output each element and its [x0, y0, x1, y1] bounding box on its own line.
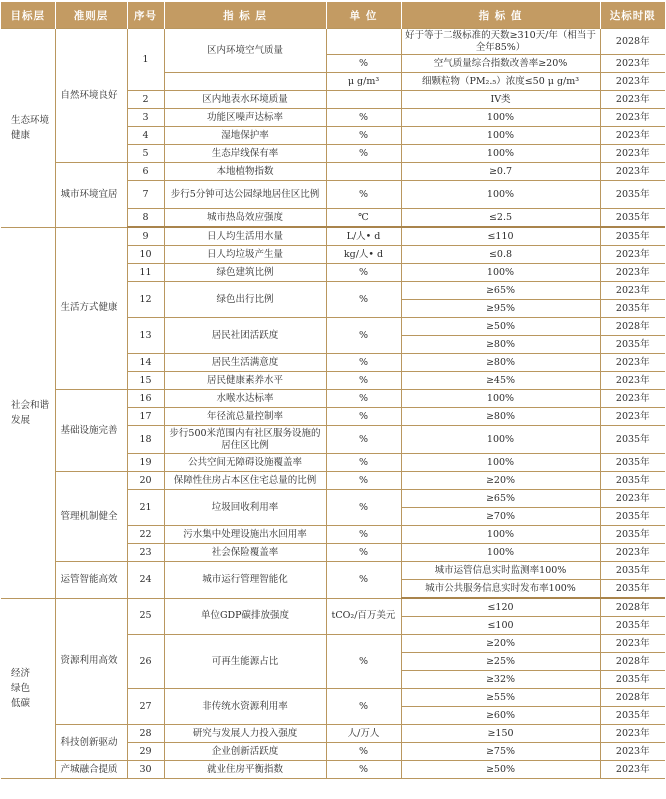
deadline-cell: 2035年: [600, 227, 665, 246]
number-cell: 22: [127, 526, 164, 544]
goal-cell: 生态环境 健康: [1, 29, 55, 228]
deadline-cell: 2028年: [600, 598, 665, 617]
header-deadline: 达标时限: [600, 2, 665, 29]
indicator-name-cell: 企业创新活跃度: [164, 743, 326, 761]
unit-cell: %: [326, 127, 401, 145]
value-cell: 100%: [401, 127, 600, 145]
indicator-name-cell: [164, 73, 326, 91]
indicator-name-cell: 垃圾回收利用率: [164, 490, 326, 526]
number-cell: 27: [127, 689, 164, 725]
value-cell: ≥25%: [401, 653, 600, 671]
value-cell: ≥50%: [401, 318, 600, 336]
indicator-name-cell: 日人均垃圾产生量: [164, 246, 326, 264]
value-cell: 100%: [401, 426, 600, 454]
value-cell: ≥80%: [401, 408, 600, 426]
unit-cell: %: [326, 390, 401, 408]
criterion-cell: 管理机制健全: [55, 472, 127, 562]
indicator-name-cell: 城市运行管理智能化: [164, 562, 326, 599]
number-cell: 5: [127, 145, 164, 163]
indicator-table: [1, 2, 665, 779]
number-cell: 3: [127, 109, 164, 127]
unit-cell: kg/人• d: [326, 246, 401, 264]
table-row: [1, 163, 665, 181]
deadline-cell: 2023年: [600, 73, 665, 91]
value-cell: ≥45%: [401, 372, 600, 390]
unit-cell: %: [326, 426, 401, 454]
indicator-name-cell: 生态岸线保有率: [164, 145, 326, 163]
criterion-cell: 基础设施完善: [55, 390, 127, 472]
unit-cell: [326, 91, 401, 109]
deadline-cell: 2023年: [600, 725, 665, 743]
deadline-cell: 2023年: [600, 635, 665, 653]
value-cell: ≥80%: [401, 354, 600, 372]
number-cell: 16: [127, 390, 164, 408]
header-criterion: 准则层: [55, 2, 127, 29]
header-row: [1, 2, 665, 29]
value-cell: 好于等于二级标准的天数≥310天/年（相当于全年85%）: [401, 29, 600, 55]
indicator-name-cell: 日人均生活用水量: [164, 227, 326, 246]
indicator-name-cell: 单位GDP碳排放强度: [164, 598, 326, 635]
criterion-cell: 自然环境良好: [55, 29, 127, 163]
number-cell: 8: [127, 209, 164, 228]
number-cell: 11: [127, 264, 164, 282]
value-cell: ≤120: [401, 598, 600, 617]
unit-cell: %: [326, 526, 401, 544]
criterion-cell: 科技创新驱动: [55, 725, 127, 761]
unit-cell: μ g/m³: [326, 73, 401, 91]
deadline-cell: 2023年: [600, 145, 665, 163]
indicator-name-cell: 步行5分钟可达公园绿地居住区比例: [164, 181, 326, 209]
value-cell: ≥0.7: [401, 163, 600, 181]
value-cell: ≥150: [401, 725, 600, 743]
number-cell: 12: [127, 282, 164, 318]
unit-cell: %: [326, 743, 401, 761]
unit-cell: %: [326, 761, 401, 779]
deadline-cell: 2035年: [600, 707, 665, 725]
unit-cell: %: [326, 354, 401, 372]
number-cell: 4: [127, 127, 164, 145]
deadline-cell: 2028年: [600, 29, 665, 55]
value-cell: 100%: [401, 526, 600, 544]
deadline-cell: 2023年: [600, 544, 665, 562]
number-cell: 6: [127, 163, 164, 181]
value-cell: ≥20%: [401, 635, 600, 653]
indicator-name-cell: 污水集中处理设施出水回用率: [164, 526, 326, 544]
unit-cell: ℃: [326, 209, 401, 228]
deadline-cell: 2035年: [600, 426, 665, 454]
value-cell: ≥32%: [401, 671, 600, 689]
goal-cell: 经济 绿色 低碳: [1, 598, 55, 779]
indicator-name-cell: 水喉水达标率: [164, 390, 326, 408]
value-cell: 细颗粒物（PM₂.₅）浓度≤50 μ g/m³: [401, 73, 600, 91]
deadline-cell: 2035年: [600, 209, 665, 228]
unit-cell: %: [326, 55, 401, 73]
deadline-cell: 2035年: [600, 454, 665, 472]
table-row: [1, 472, 665, 490]
indicator-name-cell: 绿色建筑比例: [164, 264, 326, 282]
value-cell: 100%: [401, 109, 600, 127]
header-value: 指 标 值: [401, 2, 600, 29]
unit-cell: %: [326, 490, 401, 526]
unit-cell: [326, 163, 401, 181]
deadline-cell: 2035年: [600, 671, 665, 689]
deadline-cell: 2023年: [600, 390, 665, 408]
value-cell: 城市公共服务信息实时发布率100%: [401, 580, 600, 599]
number-cell: 10: [127, 246, 164, 264]
indicator-name-cell: 区内地表水环境质量: [164, 91, 326, 109]
value-cell: ≤2.5: [401, 209, 600, 228]
deadline-cell: 2023年: [600, 163, 665, 181]
value-cell: ≥55%: [401, 689, 600, 707]
unit-cell: %: [326, 145, 401, 163]
deadline-cell: 2035年: [600, 300, 665, 318]
number-cell: 26: [127, 635, 164, 689]
number-cell: 1: [127, 29, 164, 91]
indicator-name-cell: 居民健康素养水平: [164, 372, 326, 390]
value-cell: 100%: [401, 264, 600, 282]
number-cell: 20: [127, 472, 164, 490]
deadline-cell: 2023年: [600, 282, 665, 300]
number-cell: 30: [127, 761, 164, 779]
deadline-cell: 2028年: [600, 318, 665, 336]
table-row: [1, 598, 665, 617]
indicator-name-cell: 居民社团活跃度: [164, 318, 326, 354]
deadline-cell: 2023年: [600, 91, 665, 109]
indicator-name-cell: 城市热岛效应强度: [164, 209, 326, 228]
deadline-cell: 2028年: [600, 653, 665, 671]
table-row: [1, 29, 665, 55]
deadline-cell: 2035年: [600, 181, 665, 209]
deadline-cell: 2023年: [600, 743, 665, 761]
unit-cell: %: [326, 472, 401, 490]
deadline-cell: 2023年: [600, 372, 665, 390]
value-cell: ≤0.8: [401, 246, 600, 264]
indicator-name-cell: 区内环境空气质量: [164, 29, 326, 73]
value-cell: ≥80%: [401, 336, 600, 354]
header-indicator: 指 标 层: [164, 2, 326, 29]
value-cell: ≥50%: [401, 761, 600, 779]
value-cell: ≥75%: [401, 743, 600, 761]
number-cell: 19: [127, 454, 164, 472]
unit-cell: %: [326, 282, 401, 318]
criterion-cell: 生活方式健康: [55, 227, 127, 390]
number-cell: 7: [127, 181, 164, 209]
value-cell: ≥65%: [401, 490, 600, 508]
table-row: [1, 761, 665, 779]
number-cell: 18: [127, 426, 164, 454]
value-cell: 100%: [401, 145, 600, 163]
header-unit: 单 位: [326, 2, 401, 29]
unit-cell: %: [326, 181, 401, 209]
number-cell: 2: [127, 91, 164, 109]
number-cell: 9: [127, 227, 164, 246]
number-cell: 29: [127, 743, 164, 761]
unit-cell: 人/万人: [326, 725, 401, 743]
value-cell: 100%: [401, 181, 600, 209]
deadline-cell: 2023年: [600, 354, 665, 372]
deadline-cell: 2035年: [600, 472, 665, 490]
number-cell: 13: [127, 318, 164, 354]
deadline-cell: 2035年: [600, 617, 665, 635]
deadline-cell: 2035年: [600, 562, 665, 580]
deadline-cell: 2028年: [600, 689, 665, 707]
indicator-name-cell: 保障性住房占本区住宅总量的比例: [164, 472, 326, 490]
unit-cell: %: [326, 562, 401, 599]
table-row: [1, 390, 665, 408]
value-cell: 城市运管信息实时监测率100%: [401, 562, 600, 580]
criterion-cell: 城市环境宜居: [55, 163, 127, 228]
number-cell: 25: [127, 598, 164, 635]
unit-cell: L/人• d: [326, 227, 401, 246]
unit-cell: %: [326, 544, 401, 562]
table-row: [1, 562, 665, 580]
page: [0, 2, 666, 799]
number-cell: 23: [127, 544, 164, 562]
unit-cell: %: [326, 264, 401, 282]
number-cell: 21: [127, 490, 164, 526]
value-cell: ≥60%: [401, 707, 600, 725]
deadline-cell: 2023年: [600, 246, 665, 264]
value-cell: 空气质量综合指数改善率≥20%: [401, 55, 600, 73]
unit-cell: %: [326, 318, 401, 354]
value-cell: 100%: [401, 390, 600, 408]
unit-cell: [326, 29, 401, 55]
indicator-name-cell: 社会保险覆盖率: [164, 544, 326, 562]
deadline-cell: 2023年: [600, 127, 665, 145]
value-cell: ≥95%: [401, 300, 600, 318]
deadline-cell: 2035年: [600, 526, 665, 544]
deadline-cell: 2023年: [600, 408, 665, 426]
unit-cell: %: [326, 635, 401, 689]
deadline-cell: 2035年: [600, 508, 665, 526]
goal-cell: 社会和谐 发展: [1, 227, 55, 598]
value-cell: 100%: [401, 454, 600, 472]
unit-cell: %: [326, 372, 401, 390]
criterion-cell: 产城融合提质: [55, 761, 127, 779]
number-cell: 14: [127, 354, 164, 372]
unit-cell: %: [326, 109, 401, 127]
table-row: [1, 725, 665, 743]
indicator-name-cell: 非传统水资源利用率: [164, 689, 326, 725]
indicator-name-cell: 年径流总量控制率: [164, 408, 326, 426]
value-cell: IV类: [401, 91, 600, 109]
indicator-name-cell: 就业住房平衡指数: [164, 761, 326, 779]
number-cell: 15: [127, 372, 164, 390]
deadline-cell: 2035年: [600, 580, 665, 599]
indicator-name-cell: 步行500米范围内有社区服务设施的居住区比例: [164, 426, 326, 454]
indicator-name-cell: 绿色出行比例: [164, 282, 326, 318]
deadline-cell: 2023年: [600, 264, 665, 282]
unit-cell: tCO₂/百万美元: [326, 598, 401, 635]
deadline-cell: 2023年: [600, 109, 665, 127]
value-cell: ≤100: [401, 617, 600, 635]
number-cell: 17: [127, 408, 164, 426]
header-goal: 目标层: [1, 2, 55, 29]
unit-cell: %: [326, 408, 401, 426]
unit-cell: %: [326, 689, 401, 725]
indicator-name-cell: 可再生能源占比: [164, 635, 326, 689]
indicator-name-cell: 湿地保护率: [164, 127, 326, 145]
indicator-name-cell: 公共空间无障碍设施覆盖率: [164, 454, 326, 472]
unit-cell: %: [326, 454, 401, 472]
table-row: [1, 227, 665, 246]
deadline-cell: 2023年: [600, 761, 665, 779]
indicator-name-cell: 本地植物指数: [164, 163, 326, 181]
value-cell: ≥20%: [401, 472, 600, 490]
value-cell: ≤110: [401, 227, 600, 246]
value-cell: 100%: [401, 544, 600, 562]
indicator-name-cell: 研究与发展人力投入强度: [164, 725, 326, 743]
criterion-cell: 资源利用高效: [55, 598, 127, 725]
indicator-name-cell: 功能区噪声达标率: [164, 109, 326, 127]
number-cell: 24: [127, 562, 164, 599]
deadline-cell: 2023年: [600, 55, 665, 73]
value-cell: ≥70%: [401, 508, 600, 526]
deadline-cell: 2035年: [600, 336, 665, 354]
indicator-name-cell: 居民生活满意度: [164, 354, 326, 372]
number-cell: 28: [127, 725, 164, 743]
deadline-cell: 2023年: [600, 490, 665, 508]
value-cell: ≥65%: [401, 282, 600, 300]
criterion-cell: 运管智能高效: [55, 562, 127, 599]
header-number: 序号: [127, 2, 164, 29]
